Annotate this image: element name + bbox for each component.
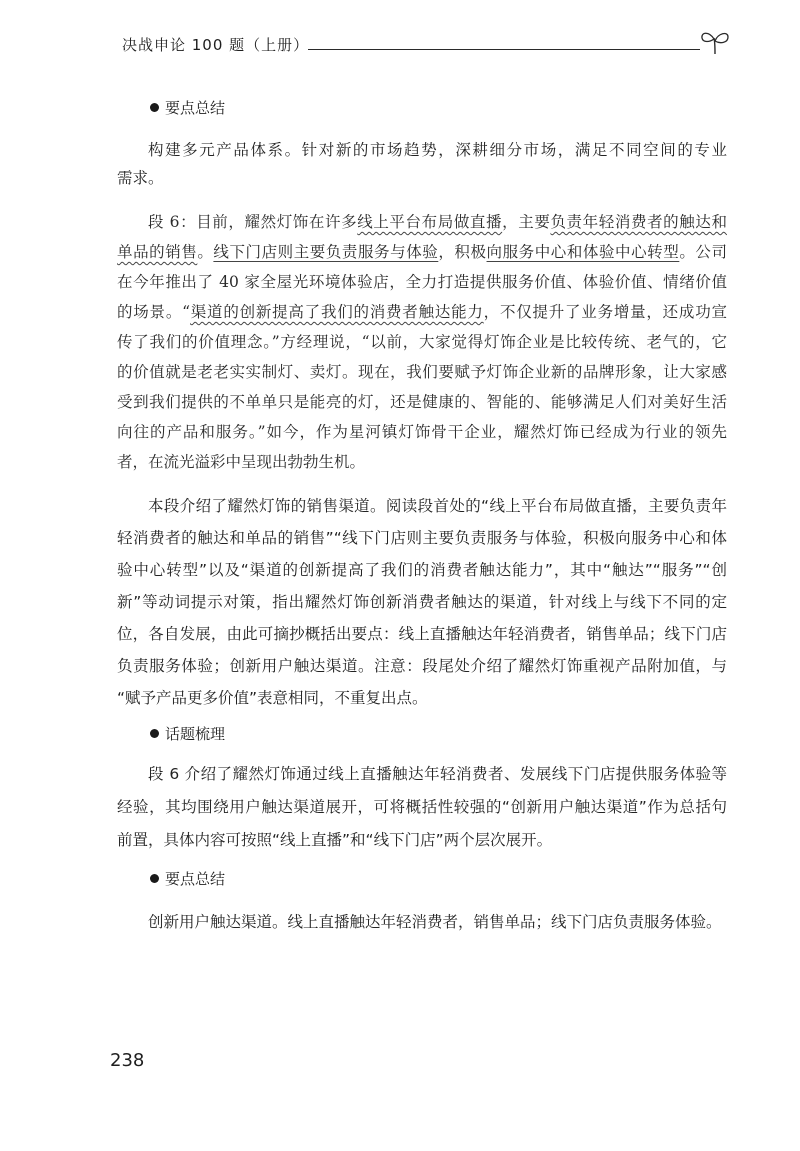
para6-line-3: 在今年推出了 40 家全屋光环境体验店，全力打造提供服务价值、体验价值、情绪价值 bbox=[117, 273, 727, 291]
section-heading-topic bbox=[150, 723, 225, 744]
analysis-line-3: 验中心转型”以及“渠道的创新提高了我们的消费者触达能力”，其中“触达”“服务”“创 bbox=[117, 561, 727, 579]
section-heading-text: 话题梳理 bbox=[165, 725, 226, 743]
summary-line-1: 构建多元产品体系。针对新的市场趋势，深耕细分市场，满足不同空间的专业 bbox=[148, 141, 727, 159]
para6-key-phrase: 渠道的创新提高了我们的消费者触达能力 bbox=[190, 303, 484, 321]
section-heading-summary-2 bbox=[150, 868, 225, 889]
para6-line-1 bbox=[148, 210, 727, 232]
final-summary-line: 创新用户触达渠道。线上直播触达年轻消费者，销售单品；线下门店负责服务体验。 bbox=[148, 913, 722, 931]
topic-line-1: 段 6 介绍了耀然灯饰通过线上直播触达年轻消费者、发展线下门店提供服务体验等 bbox=[148, 765, 727, 783]
running-header bbox=[122, 28, 732, 68]
topic-line-3: 前置，具体内容可按照“线上直播”和“线下门店”两个层次展开。 bbox=[117, 831, 553, 849]
summary-line-2: 需求。 bbox=[117, 169, 164, 187]
analysis-line-5: 位，各自发展，由此可摘抄概括出要点：线上直播触达年轻消费者，销售单品；线下门店 bbox=[117, 625, 727, 643]
bullet-icon bbox=[150, 729, 159, 738]
section-heading-summary bbox=[150, 97, 225, 118]
para6-key-phrase: 线下门店则主要负责服务与体验 bbox=[213, 243, 439, 261]
para6-text: 段 6：目前，耀然灯饰在许多 bbox=[148, 213, 358, 231]
para6-line-9: 者，在流光溢彩中呈现出勃勃生机。 bbox=[117, 453, 366, 471]
page-number: 238 bbox=[110, 1050, 145, 1071]
para6-line-4 bbox=[117, 300, 727, 322]
bullet-icon bbox=[150, 103, 159, 112]
para6-line-5: 传了我们的价值理念。”方经理说，“以前，大家觉得灯饰企业是比较传统、老气的，它 bbox=[117, 333, 727, 351]
para6-text: 。 bbox=[197, 243, 214, 261]
para6-key-phrase: 线上平台布局做直播 bbox=[357, 213, 503, 231]
para6-line-7: 受到我们提供的不单单只是能亮的灯，还是健康的、智能的、能够满足人们对美好生活 bbox=[117, 393, 727, 411]
para6-text: ，积极 bbox=[438, 243, 487, 261]
topic-line-2: 经验，其均围绕用户触达渠道展开，可将概括性较强的“创新用户触达渠道”作为总括句 bbox=[117, 798, 727, 816]
section-heading-text: 要点总结 bbox=[165, 870, 226, 888]
analysis-line-7: “赋予产品更多价值”表意相同，不重复出点。 bbox=[117, 689, 428, 707]
analysis-line-2: 轻消费者的触达和单品的销售”“线下门店则主要负责服务与体验，积极向服务中心和体 bbox=[117, 529, 727, 547]
para6-text: ，主要 bbox=[502, 213, 551, 231]
para6-key-phrase: 负责年轻消费者的触达和 bbox=[550, 213, 727, 231]
sprout-icon bbox=[698, 28, 732, 56]
book-title: 决战申论 100 题（上册） bbox=[122, 36, 310, 54]
para6-key-phrase: 向服务中心和体验中心转型 bbox=[486, 243, 680, 261]
para6-text: 。公司 bbox=[679, 243, 727, 261]
para6-text: 的场景。“ bbox=[117, 303, 191, 321]
bullet-icon bbox=[150, 874, 159, 883]
analysis-line-4: 新”等动词提示对策，指出耀然灯饰创新消费者触达的渠道，针对线上与线下不同的定 bbox=[117, 593, 727, 611]
section-heading-text: 要点总结 bbox=[165, 99, 226, 117]
analysis-line-1: 本段介绍了耀然灯饰的销售渠道。阅读段首处的“线上平台布局做直播，主要负责年 bbox=[148, 497, 727, 515]
analysis-line-6: 负责服务体验；创新用户触达渠道。注意：段尾处介绍了耀然灯饰重视产品附加值，与 bbox=[117, 657, 727, 675]
para6-line-2 bbox=[117, 240, 727, 262]
para6-line-8: 向往的产品和服务。”如今，作为星河镇灯饰骨干企业，耀然灯饰已经成为行业的领先 bbox=[117, 423, 727, 441]
para6-line-6: 的价值就是老老实实制灯、卖灯。现在，我们要赋予灯饰企业新的品牌形象，让大家感 bbox=[117, 363, 727, 381]
header-rule bbox=[308, 49, 700, 50]
para6-key-phrase: 单品的销售 bbox=[117, 243, 198, 261]
para6-text: ，不仅提升了业务增量，还成功宣 bbox=[483, 303, 727, 321]
